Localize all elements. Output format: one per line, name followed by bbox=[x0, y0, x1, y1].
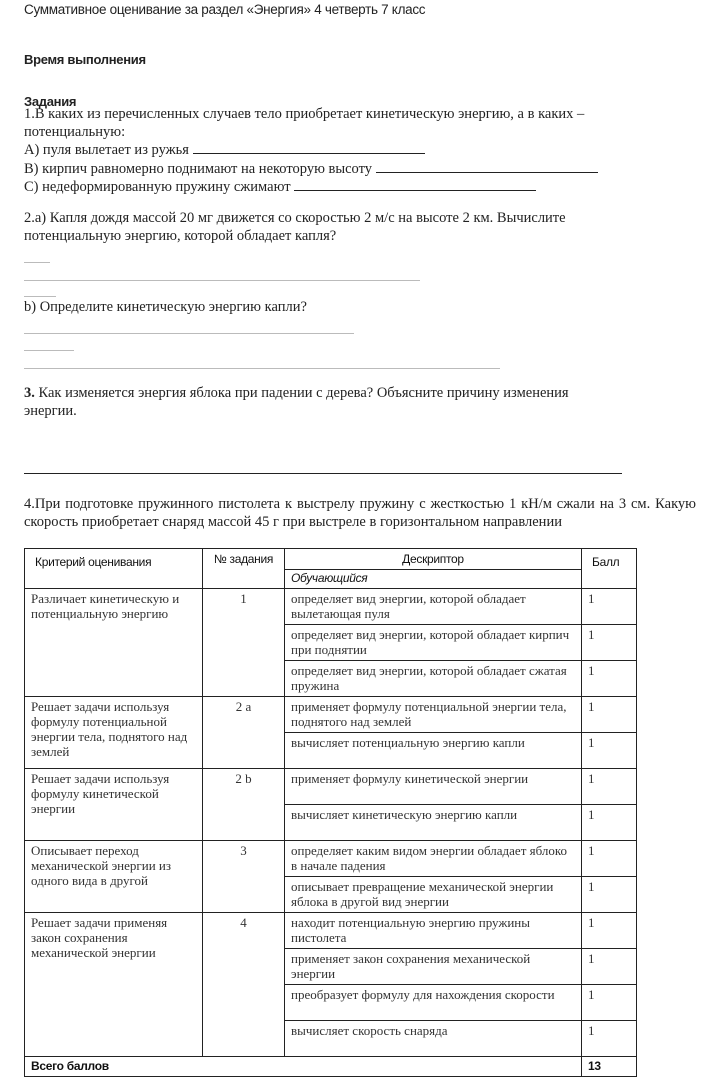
answer-line[interactable] bbox=[24, 368, 500, 369]
total-label: Всего баллов bbox=[25, 1057, 582, 1077]
score-cell: 1 bbox=[582, 841, 637, 877]
question-4: 4.При подготовке пружинного пистолета к выстрелу пружину с жесткостью 1 кН/м сжали на 3 см. Какую скорость приобретает снаряд массой 45 г при выстреле в горизонтальном направлении bbox=[24, 496, 696, 530]
answer-line[interactable] bbox=[24, 333, 354, 334]
question-2a: 2.а) Капля дождя массой 20 мг движется со скоростью 2 м/с на высоте 2 км. Вычислите потенциальную энергию, которой обладает капля? bbox=[24, 210, 566, 244]
question-1-option-c: С) недеформированную пружину сжимают bbox=[24, 178, 634, 197]
table-row bbox=[25, 697, 637, 733]
answer-line[interactable] bbox=[24, 262, 50, 263]
score-cell: 1 bbox=[582, 949, 637, 985]
question-1-text: 1.В каких из перечисленных случаев тело приобретает кинетическую энергию, а в каких – потенциальную: bbox=[24, 106, 585, 140]
criterion-cell: Решает задачи применяя закон сохранения механической энергии bbox=[25, 913, 203, 1057]
score-cell: 1 bbox=[582, 589, 637, 625]
header-task-number: № задания bbox=[203, 549, 285, 589]
task-number-cell: 4 bbox=[203, 913, 285, 1057]
answer-line[interactable] bbox=[24, 296, 56, 297]
table-row bbox=[25, 913, 637, 949]
score-cell: 1 bbox=[582, 877, 637, 913]
question-3 bbox=[24, 385, 624, 420]
descriptor-cell: вычисляет кинетическую энергию капли bbox=[285, 805, 582, 841]
question-1 bbox=[24, 106, 634, 197]
score-cell: 1 bbox=[582, 769, 637, 805]
time-label: Время выполнения bbox=[24, 52, 146, 67]
task-number-cell: 3 bbox=[203, 841, 285, 913]
descriptor-cell: применяет формулу кинетической энергии bbox=[285, 769, 582, 805]
criterion-cell: Решает задачи используя формулу потенциальной энергии тела, поднятого над землей bbox=[25, 697, 203, 769]
answer-blank-b[interactable] bbox=[376, 160, 598, 173]
score-cell: 1 bbox=[582, 985, 637, 1021]
score-cell: 1 bbox=[582, 661, 637, 697]
total-score: 13 bbox=[582, 1057, 637, 1077]
header-student: Обучающийся bbox=[285, 570, 582, 589]
descriptor-cell: вычисляет потенциальную энергию капли bbox=[285, 733, 582, 769]
score-cell: 1 bbox=[582, 733, 637, 769]
descriptor-cell: определяет вид энергии, которой обладает кирпич при поднятии bbox=[285, 625, 582, 661]
criterion-cell: Решает задачи используя формулу кинетической энергии bbox=[25, 769, 203, 841]
answer-line[interactable] bbox=[24, 350, 74, 351]
descriptor-cell: находит потенциальную энергию пружины пистолета bbox=[285, 913, 582, 949]
answer-blank-a[interactable] bbox=[193, 141, 425, 154]
table-row bbox=[25, 589, 637, 625]
descriptor-cell: применяет формулу потенциальной энергии тела, поднятого над землей bbox=[285, 697, 582, 733]
rubric-table bbox=[24, 548, 637, 1077]
task-number-cell: 2 а bbox=[203, 697, 285, 769]
document-title: Суммативное оценивание за раздел «Энергия» 4 четверть 7 класс bbox=[24, 2, 426, 17]
question-1-option-a: А) пуля вылетает из ружья bbox=[24, 141, 634, 160]
header-descriptor: Дескриптор bbox=[285, 549, 582, 570]
score-cell: 1 bbox=[582, 697, 637, 733]
table-row bbox=[25, 841, 637, 877]
task-number-cell: 1 bbox=[203, 589, 285, 697]
tasks-label: Задания bbox=[24, 94, 77, 109]
question-2b: b) Определите кинетическую энергию капли? bbox=[24, 299, 307, 315]
table-row bbox=[25, 769, 637, 805]
header-criterion: Критерий оценивания bbox=[25, 549, 203, 589]
answer-line[interactable] bbox=[24, 280, 420, 281]
total-row bbox=[25, 1057, 637, 1077]
question-3-number: 3. bbox=[24, 385, 35, 401]
descriptor-cell: описывает превращение механической энергии яблока в другой вид энергии bbox=[285, 877, 582, 913]
score-cell: 1 bbox=[582, 625, 637, 661]
descriptor-cell: определяет каким видом энергии обладает яблоко в начале падения bbox=[285, 841, 582, 877]
criterion-cell: Описывает переход механической энергии из одного вида в другой bbox=[25, 841, 203, 913]
question-1-option-b: В) кирпич равномерно поднимают на некоторую высоту bbox=[24, 160, 634, 179]
descriptor-cell: определяет вид энергии, которой обладает вылетающая пуля bbox=[285, 589, 582, 625]
answer-line[interactable] bbox=[24, 473, 622, 474]
criterion-cell: Различает кинетическую и потенциальную энергию bbox=[25, 589, 203, 697]
descriptor-cell: преобразует формулу для нахождения скорости bbox=[285, 985, 582, 1021]
task-number-cell: 2 b bbox=[203, 769, 285, 841]
score-cell: 1 bbox=[582, 913, 637, 949]
descriptor-cell: вычисляет скорость снаряда bbox=[285, 1021, 582, 1057]
answer-blank-c[interactable] bbox=[294, 178, 536, 191]
score-cell: 1 bbox=[582, 1021, 637, 1057]
question-3-text: Как изменяется энергия яблока при падении с дерева? Объясните причину изменения энергии. bbox=[24, 385, 569, 419]
descriptor-cell: применяет закон сохранения механической энергии bbox=[285, 949, 582, 985]
header-score: Балл bbox=[582, 549, 637, 589]
score-cell: 1 bbox=[582, 805, 637, 841]
descriptor-cell: определяет вид энергии, которой обладает сжатая пружина bbox=[285, 661, 582, 697]
